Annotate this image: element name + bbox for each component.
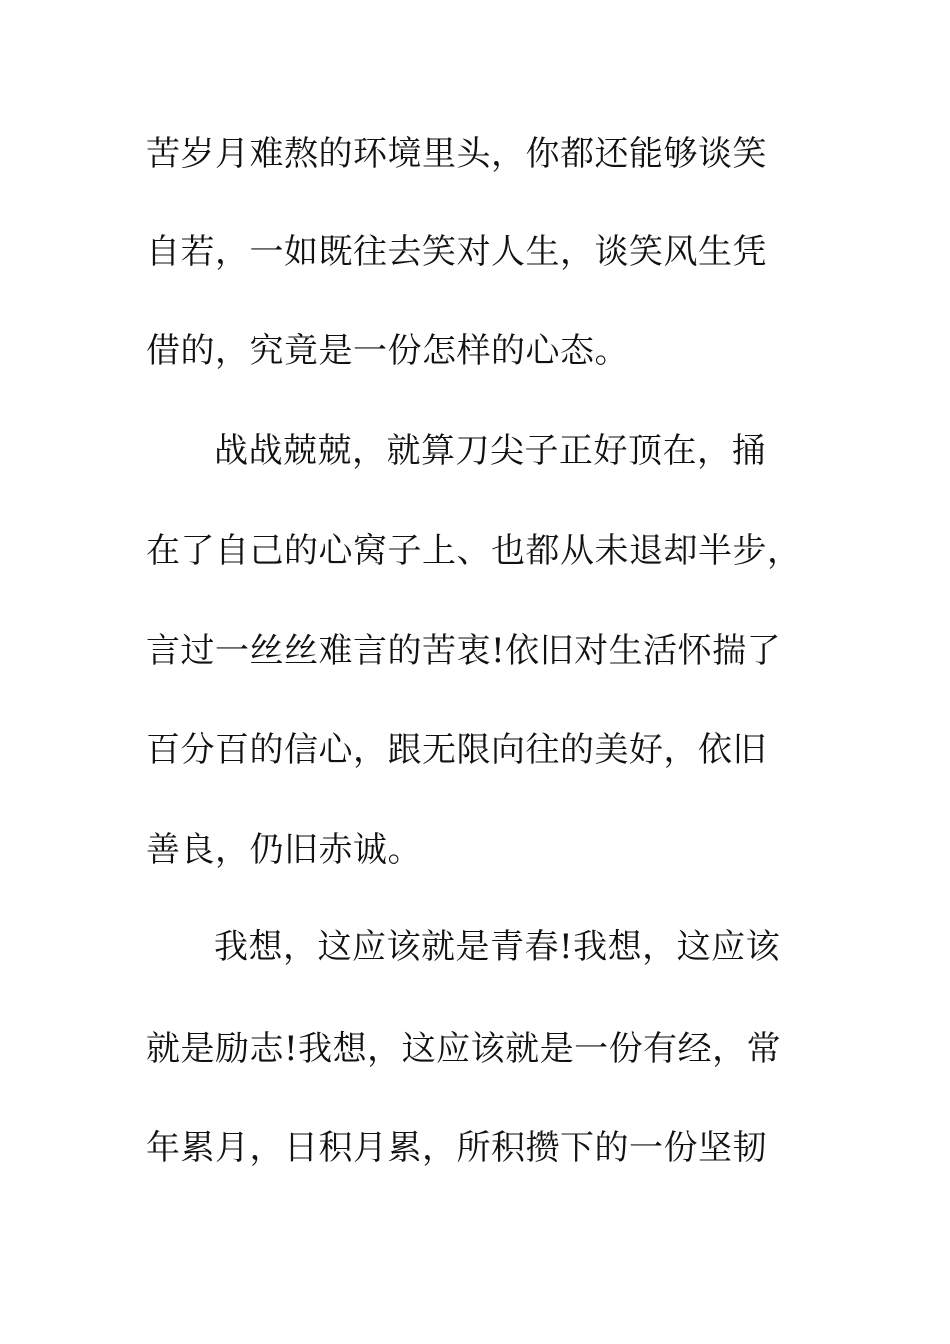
paragraph-start-line: 我想，这应该就是青春!我想，这应该 [214,927,781,967]
text-line: 自若，一如既往去笑对人生，谈笑风生凭 [146,232,767,272]
text-line: 就是励志!我想，这应该就是一份有经，常 [146,1029,782,1069]
paragraph-start-line: 战战兢兢，就算刀尖子正好顶在，捅 [214,431,766,471]
text-line: 百分百的信心，跟无限向往的美好，依旧 [146,730,767,770]
text-line: 借的，究竟是一份怎样的心态。 [146,331,629,371]
text-line: 善良，仍旧赤诚。 [146,830,422,870]
text-line: 苦岁月难熬的环境里头，你都还能够谈笑 [146,134,767,174]
text-line: 年累月，日积月累，所积攒下的一份坚韧 [146,1128,767,1168]
text-line: 在了自己的心窝子上、也都从未退却半步， [146,531,802,571]
text-line: 言过一丝丝难言的苦衷!依旧对生活怀揣了 [146,631,782,671]
